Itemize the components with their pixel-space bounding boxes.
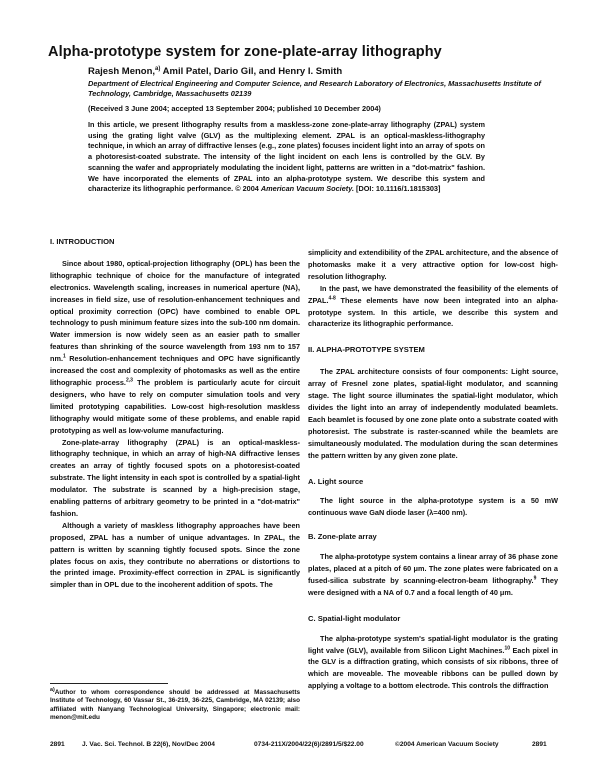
zone-plate-paragraph bbox=[308, 551, 558, 599]
intro-p1-text: Since about 1980, optical-projection lithography (OPL) has been the lithographic technique of choice for the manufacture of integrated electronics. Wavelength scaling, increases in numerical aperture (NA), increases in field size, use of resolution-enhancement techniques and optical proximity correction (OPC) have combined to enable OPL technology to push minimum feature sizes into the sub-100 nm domain. Water immersion is now widely seen as an easier path to smaller features than shrinking of the source wavelength from 193 nm to 157 nm. bbox=[50, 258, 300, 364]
footer-page-number-right: 2891 bbox=[532, 741, 547, 748]
footer-page-number-left: 2891 bbox=[50, 741, 65, 748]
received-dates: (Received 3 June 2004; accepted 13 September 2004; published 10 December 2004) bbox=[88, 104, 381, 113]
citation-ref: 2,3 bbox=[125, 377, 133, 384]
subsection-heading-zone-plate-array: B. Zone-plate array bbox=[308, 532, 377, 542]
author-first: Rajesh Menon, bbox=[88, 66, 156, 78]
intro-p4-text: In the past, we have demonstrated the feasibility of the elements of ZPAL. bbox=[308, 283, 558, 305]
system-paragraph-1: The ZPAL architecture consists of four components: Light source, array of Fresnel zone plates, spatial-light modulator, and scanning stage. The light source illuminates the spatial-light modulator, which divides the light into an array of independently modulated beamlets. Each beamlet is focused by one zone plate onto a substrate coated with photoresist. The substrate is raster-scanned while the beamlets are simultaneously modulated. The modulation during the scan determines the pattern written by any given zone plate. bbox=[308, 367, 558, 460]
subsection-heading-light-source: A. Light source bbox=[308, 476, 364, 486]
zone-plate-text: The alpha-prototype system contains a linear array of 36 phase zone plates, placed at a pitch of 60 μm. The zone plates were fabricated on a fused-silica substrate by scanning-electron-beam lithography. bbox=[308, 552, 558, 585]
footnote-text: Author to whom correspondence should be addressed at Massachusetts Institute of Technology, 60 Vassar St., 36-219, 36-225, Cambridge, MA 02139; also affiliated with Nanyang Technological University, Singapore; electronic mail: menon@mit.edu bbox=[50, 689, 300, 721]
intro-p1-text-b: Resolution-enhancement techniques and OPC have significantly increased the cost and complexity of photomasks as well as the entire lithographic process. bbox=[50, 354, 300, 387]
intro-paragraph-4 bbox=[308, 283, 558, 331]
intro-p1-text-c: The problem is particularly acute for circuit designers, who have to rely on computer simulation tools and very limited prototyping capabilities. Low-cost high-resolution maskless lithography would mitigate some of these problems, and enable rapid prototyping as well as low-volume manufacturing. bbox=[50, 377, 301, 435]
slm-text: The alpha-prototype system's spatial-light modulator is the grating light valve (GLV), available from Silicon Light Machines. bbox=[308, 633, 558, 655]
subsection-heading-slm: C. Spatial-light modulator bbox=[308, 613, 401, 623]
citation-ref: 10 bbox=[504, 645, 510, 652]
light-source-paragraph: The light source in the alpha-prototype system is a 50 mW continuous wave GaN diode laser (λ=400 nm). bbox=[308, 496, 558, 518]
section-heading-alpha-prototype: II. ALPHA-PROTOTYPE SYSTEM bbox=[308, 345, 425, 355]
intro-paragraph-3: Although a variety of maskless lithography approaches have been proposed, ZPAL has a number of unique advantages. In ZPAL, the pattern is written by scanning tightly focused spots. Since the zone plates focus on axis, they contribute no aberrations or distortions to the printed image. Proximity-effect correction in ZPAL is significantly simpler than in OPL due to the incoherent addition of spots. The bbox=[50, 520, 300, 590]
zone-plate-text-b: They were designed with a NA of 0.7 and a focal length of 40 μm. bbox=[308, 575, 558, 597]
abstract-doi: [DOI: 10.1116/1.1815303] bbox=[354, 184, 441, 194]
left-column bbox=[50, 236, 300, 591]
paper-title: Alpha-prototype system for zone-plate-array lithography bbox=[48, 44, 442, 60]
citation-ref: 4-8 bbox=[328, 295, 336, 302]
affiliation: Department of Electrical Engineering and Computer Science, and Research Laboratory of Electronics, Massachusetts Institute of Technology, Cambridge, Massachusetts 02139 bbox=[88, 79, 541, 98]
intro-paragraph-2: Zone-plate-array lithography (ZPAL) is an optical-maskless-lithography technique, in which an array of high-NA diffractive lenses creates an array of tightly focused spots on a photoresist-coated substrate. The light intensity in each spot is controlled by a spatial-light modulator. The substrate is scanned by a high-precision stage, enabling patterns of arbitrary geometry to be printed in a "dot-matrix" fashion. bbox=[50, 437, 300, 518]
footer-issn: 0734-211X/2004/22(6)/2891/5/$22.00 bbox=[254, 741, 364, 748]
footnote bbox=[50, 686, 300, 722]
intro-p4-text-b: These elements have now been integrated into an alpha-prototype system. In this article, we describe this system and characterize its lithographic performance. bbox=[308, 295, 558, 329]
citation-ref: 1 bbox=[62, 353, 66, 360]
abstract-journal: American Vacuum Society. bbox=[260, 184, 355, 194]
intro-continued-paragraph: simplicity and extendibility of the ZPAL architecture, and the absence of photomasks make it a very attractive option for low-cost high-resolution lithography. bbox=[308, 248, 558, 281]
footnote-divider bbox=[50, 683, 168, 684]
section-heading-introduction: I. INTRODUCTION bbox=[50, 237, 115, 246]
citation-ref: 9 bbox=[533, 575, 537, 582]
slm-paragraph bbox=[308, 633, 558, 693]
author-rest: Amil Patel, Dario Gil, and Henry I. Smith bbox=[160, 66, 343, 78]
right-column bbox=[308, 247, 558, 692]
abstract bbox=[88, 120, 485, 195]
abstract-text: In this article, we present lithography results from a maskless-zone zone-plate-array lithography (ZPAL) system using the grating light valve (GLV) as the multiplexing element. ZPAL is an optical-maskless-lithography technique, in which an array of diffractive lenses (e.g., zone plates) focuses incident light into an array of spots on a photoresist-coated substrate. The intensity of the light incident on each lens is controlled by the GLV. By scanning the wafer and appropriately modulating the incident light, patterns are written in a "dot-matrix" fashion. We have incorporated the elements of ZPAL into an alpha-prototype system. We describe this system and characterize its lithographic performance. © 2004 bbox=[88, 120, 485, 194]
footer-copyright: ©2004 American Vacuum Society bbox=[395, 741, 499, 748]
author-footnote-mark: a) bbox=[155, 66, 161, 72]
author-list bbox=[88, 66, 342, 77]
footer-journal: J. Vac. Sci. Technol. B 22(6), Nov/Dec 2004 bbox=[82, 741, 215, 748]
slm-text-b: Each pixel in the GLV is a diffraction grating, which consists of six ribbons, three of which are moveable. The moveable ribbons can be pulled down by applying a voltage to a bottom electrode. This controls the diffraction bbox=[308, 645, 558, 691]
intro-paragraph-1 bbox=[50, 258, 300, 437]
footnote-mark: a) bbox=[50, 687, 55, 693]
